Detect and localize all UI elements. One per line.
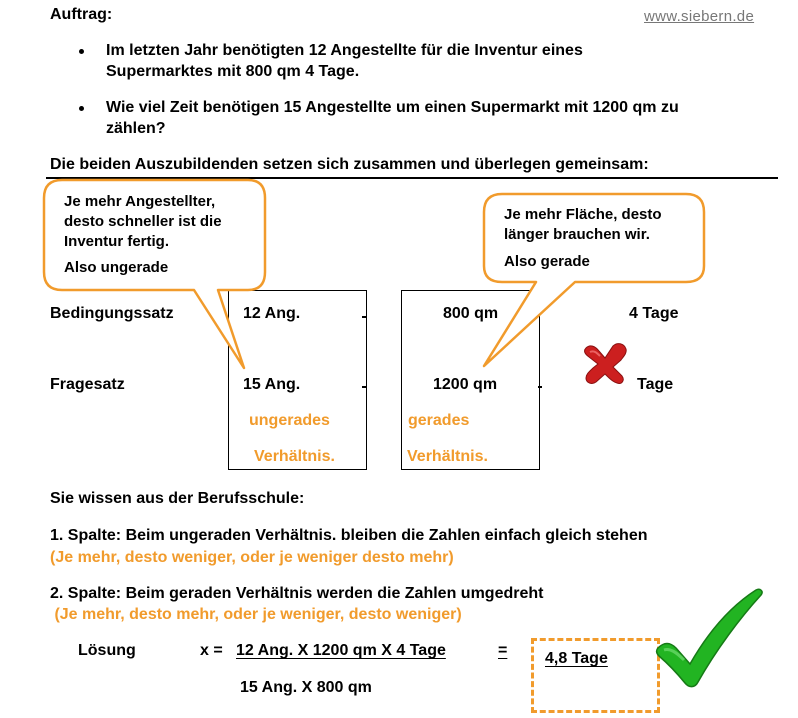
fraction-numerator: 12 Ang. X 1200 qm X 4 Tage <box>236 642 446 659</box>
green-checkmark-icon <box>654 586 766 690</box>
left-bubble-conclusion: Also ungerade <box>64 259 169 276</box>
left-bubble-line: Je mehr Angestellter, <box>64 193 216 210</box>
intro-text: Die beiden Auszubildenden setzen sich zusammen und überlegen gemeinsam: <box>50 156 649 173</box>
website-link[interactable]: www.siebern.de <box>644 8 755 25</box>
right-bubble-line: Je mehr Fläche, desto <box>504 206 662 223</box>
solution-label: Lösung <box>78 642 136 659</box>
col1-note-line-2: Verhältnis. <box>254 448 335 465</box>
rule-1-note: (Je mehr, desto weniger, oder je weniger desto mehr) <box>50 549 454 566</box>
right-bubble-conclusion: Also gerade <box>504 253 590 270</box>
left-bubble-text <box>64 192 222 252</box>
row2-col3-value: Tage <box>637 376 674 393</box>
col2-note-line-2: Verhältnis. <box>407 448 488 465</box>
row1-col1-value: 12 Ang. <box>243 305 301 322</box>
row2-col2-value: 1200 qm <box>433 376 498 393</box>
rule-2-note: (Je mehr, desto mehr, oder je weniger, desto weniger) <box>50 606 462 623</box>
equals-sign: = <box>498 642 508 659</box>
right-bubble-line: länger brauchen wir. <box>504 226 650 243</box>
red-cross-icon <box>580 340 630 386</box>
bullet-2-line-2: zählen? <box>106 120 166 137</box>
school-heading: Sie wissen aus der Berufsschule: <box>50 490 305 507</box>
row2-col1-value: 15 Ang. <box>243 376 301 393</box>
fraction-denominator: 15 Ang. X 800 qm <box>240 679 372 696</box>
bullet-1-line-1: Im letzten Jahr benötigten 12 Angestellte für die Inventur eines <box>106 42 583 59</box>
bullet-1-line-2: Supermarktes mit 800 qm 4 Tage. <box>106 63 360 80</box>
task-heading: Auftrag: <box>50 6 113 23</box>
left-bubble-line: Inventur fertig. <box>64 233 170 250</box>
row1-col3-value: 4 Tage <box>629 305 679 322</box>
row1-col2-value: 800 qm <box>443 305 499 322</box>
col2-note-line-1: gerades <box>408 412 470 429</box>
col1-note-line-1: ungerades <box>249 412 330 429</box>
x-equals: x = <box>200 642 223 659</box>
result-value: 4,8 Tage <box>545 650 608 667</box>
separator-dash <box>362 316 366 318</box>
rule-2: 2. Spalte: Beim geraden Verhältnis werden die Zahlen umgedreht <box>50 585 544 602</box>
rule-1: 1. Spalte: Beim ungeraden Verhältnis. bleiben die Zahlen einfach gleich stehen <box>50 527 648 544</box>
separator-dash <box>362 386 366 388</box>
row-label-bedingungssatz: Bedingungssatz <box>50 305 174 322</box>
right-bubble-text <box>504 205 662 245</box>
row-label-fragesatz: Fragesatz <box>50 376 125 393</box>
left-bubble-line: desto schneller ist die <box>64 213 222 230</box>
bullet-2-line-1: Wie viel Zeit benötigen 15 Angestellte um einen Supermarkt mit 1200 qm zu <box>106 99 679 116</box>
separator-dash <box>538 386 542 388</box>
